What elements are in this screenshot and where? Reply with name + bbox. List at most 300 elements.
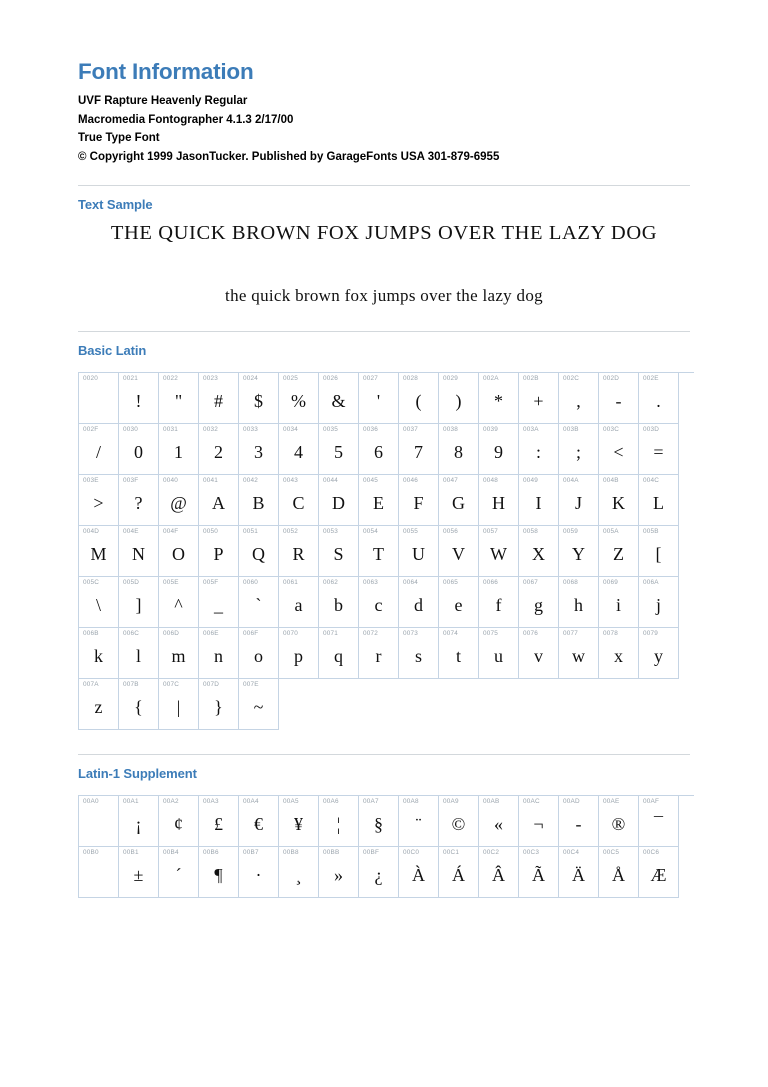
glyph-cell [159, 373, 199, 424]
glyph-preview: " [174, 390, 183, 411]
glyph-code-label: 005C [83, 578, 100, 586]
glyph-code-label: 00A4 [243, 797, 259, 805]
glyph-preview: w [572, 645, 585, 666]
glyph-code-label: 0055 [403, 527, 419, 535]
glyph-preview: ¥ [294, 813, 303, 834]
glyph-cell [119, 424, 159, 475]
glyph-preview: p [294, 645, 303, 666]
glyph-code-label: 0042 [243, 476, 259, 484]
glyph-preview: E [373, 492, 384, 513]
glyph-cell [199, 526, 239, 577]
glyph-cell [559, 475, 599, 526]
glyph-code-label: 006F [243, 629, 259, 637]
glyph-cell [79, 847, 119, 898]
glyph-cell [399, 796, 439, 847]
glyph-code-label: 00B4 [163, 848, 179, 856]
glyph-preview: 0 [134, 441, 143, 462]
glyph-preview: @ [170, 492, 187, 513]
glyph-code-label: 0028 [403, 374, 419, 382]
glyph-preview [79, 390, 118, 412]
glyph-preview: T [373, 543, 384, 564]
glyph-preview: ^ [174, 594, 183, 615]
spacer-before-text-sample [78, 166, 690, 185]
glyph-cell [239, 424, 279, 475]
glyph-cell [519, 628, 559, 679]
glyph-code-label: 0045 [363, 476, 379, 484]
glyph-preview: R [292, 543, 305, 564]
glyph-code-label: 004A [563, 476, 579, 484]
glyph-cell [159, 679, 199, 730]
glyph-code-label: 00A8 [403, 797, 419, 805]
glyph-preview: € [254, 813, 263, 834]
glyph-cell [279, 847, 319, 898]
glyph-cell [319, 373, 359, 424]
glyph-code-label: 0031 [163, 425, 179, 433]
spacer-after-rule-3 [78, 755, 690, 766]
glyph-cell [519, 796, 559, 847]
glyph-preview: 7 [414, 441, 423, 462]
glyph-code-label: 0026 [323, 374, 339, 382]
glyph-cell [279, 373, 319, 424]
glyph-preview: « [494, 813, 503, 834]
glyph-cell [239, 373, 279, 424]
metadata-generator: Macromedia Fontographer 4.1.3 2/17/00 [78, 113, 294, 126]
glyph-code-label: 0035 [323, 425, 339, 433]
glyph-preview: ¡ [135, 813, 142, 834]
glyph-cell [79, 526, 119, 577]
glyph-preview: ¦ [336, 813, 341, 834]
glyph-cell [359, 424, 399, 475]
glyph-preview: z [94, 696, 103, 717]
glyph-code-label: 0034 [283, 425, 299, 433]
glyph-cell [639, 796, 679, 847]
glyph-code-label: 0029 [443, 374, 459, 382]
glyph-code-label: 005F [203, 578, 219, 586]
glyph-preview: > [93, 492, 104, 513]
glyph-cell [159, 628, 199, 679]
glyph-preview: = [653, 441, 664, 462]
glyph-cell [559, 424, 599, 475]
glyph-preview: . [656, 390, 661, 411]
glyph-code-label: 0030 [123, 425, 139, 433]
glyph-code-label: 0052 [283, 527, 299, 535]
glyph-code-label: 0022 [163, 374, 179, 382]
glyph-code-label: 00A2 [163, 797, 179, 805]
glyph-cell [199, 847, 239, 898]
glyph-code-label: 0027 [363, 374, 379, 382]
glyph-preview: | [176, 696, 181, 717]
glyph-code-label: 002F [83, 425, 99, 433]
glyph-cell [159, 796, 199, 847]
glyph-preview: t [455, 645, 461, 666]
glyph-preview: G [452, 492, 465, 513]
glyph-code-label: 0070 [283, 629, 299, 637]
glyph-cell [119, 475, 159, 526]
glyph-preview: D [332, 492, 345, 513]
glyph-cell [199, 628, 239, 679]
glyph-preview: J [574, 492, 582, 513]
glyph-code-label: 0051 [243, 527, 259, 535]
glyph-cell [79, 475, 119, 526]
glyph-cell [439, 628, 479, 679]
glyph-preview: ´ [175, 864, 182, 885]
glyph-code-label: 0021 [123, 374, 139, 382]
glyph-preview: n [214, 645, 223, 666]
glyph-cell [119, 847, 159, 898]
glyph-preview: H [492, 492, 505, 513]
glyph-preview: } [214, 696, 223, 717]
glyph-preview: { [134, 696, 143, 717]
glyph-preview: 6 [374, 441, 383, 462]
glyph-code-label: 00B8 [283, 848, 299, 856]
glyph-preview: ® [611, 813, 626, 834]
glyph-code-label: 0038 [443, 425, 459, 433]
glyph-cell [439, 475, 479, 526]
glyph-preview: 4 [294, 441, 303, 462]
glyph-cell [479, 628, 519, 679]
glyph-code-label: 00A1 [123, 797, 139, 805]
glyph-cell [119, 679, 159, 730]
glyph-code-label: 00C1 [443, 848, 460, 856]
glyph-code-label: 00AB [483, 797, 500, 805]
glyph-cell [79, 796, 119, 847]
glyph-cell [479, 475, 519, 526]
glyph-cell [319, 577, 359, 628]
glyph-cell [239, 577, 279, 628]
glyph-cell [399, 577, 439, 628]
glyph-preview: ¿ [374, 864, 383, 885]
glyph-preview: [ [655, 543, 662, 564]
glyph-preview: 2 [214, 441, 223, 462]
glyph-code-label: 0056 [443, 527, 459, 535]
glyph-preview: C [292, 492, 305, 513]
glyph-cell [239, 796, 279, 847]
glyph-preview: i [615, 594, 621, 615]
glyph-cell [279, 475, 319, 526]
glyph-cell [519, 577, 559, 628]
glyph-preview: · [255, 864, 262, 885]
glyph-code-label: 00B7 [243, 848, 259, 856]
glyph-cell [599, 796, 639, 847]
glyph-code-label: 00A7 [363, 797, 379, 805]
glyph-cell [199, 424, 239, 475]
glyph-code-label: 00C5 [603, 848, 620, 856]
glyph-code-label: 003C [603, 425, 620, 433]
glyph-preview: U [412, 543, 425, 564]
glyph-cell [359, 373, 399, 424]
glyph-preview: a [294, 594, 303, 615]
glyph-code-label: 002B [523, 374, 539, 382]
glyph-preview: ! [135, 390, 142, 411]
glyph-code-label: 0036 [363, 425, 379, 433]
glyph-cell [119, 373, 159, 424]
glyph-cell [279, 628, 319, 679]
glyph-cell [279, 577, 319, 628]
glyph-cell [479, 577, 519, 628]
glyph-code-label: 00B1 [123, 848, 139, 856]
glyph-preview: À [412, 864, 425, 885]
glyph-cell [399, 424, 439, 475]
glyph-code-label: 0024 [243, 374, 259, 382]
glyph-code-label: 00AD [563, 797, 580, 805]
glyph-preview: ¶ [214, 864, 223, 885]
glyph-code-label: 0060 [243, 578, 259, 586]
section-heading-text-sample: Text Sample [78, 197, 153, 213]
glyph-code-label: 0068 [563, 578, 579, 586]
glyph-preview: s [414, 645, 422, 666]
glyph-code-label: 00B6 [203, 848, 219, 856]
glyph-preview [79, 813, 118, 835]
glyph-preview: A [212, 492, 225, 513]
glyph-cell [599, 424, 639, 475]
spacer-after-rule-2 [78, 332, 690, 343]
glyph-code-label: 0062 [323, 578, 339, 586]
glyph-preview: Å [612, 864, 625, 885]
glyph-preview: ) [455, 390, 462, 411]
glyph-cell [159, 577, 199, 628]
glyph-code-label: 0071 [323, 629, 339, 637]
glyph-cell [119, 577, 159, 628]
glyph-cell [359, 475, 399, 526]
glyph-cell [479, 373, 519, 424]
glyph-cell [199, 475, 239, 526]
glyph-preview [79, 864, 118, 886]
glyph-preview: \ [95, 594, 101, 615]
glyph-preview: ] [135, 594, 142, 615]
glyph-preview: ¸ [295, 864, 302, 885]
glyph-code-label: 0041 [203, 476, 219, 484]
glyph-preview: Á [452, 864, 465, 885]
glyph-preview: P [213, 543, 224, 564]
glyph-preview: # [214, 390, 223, 411]
glyph-code-label: 0076 [523, 629, 539, 637]
glyph-code-label: 0058 [523, 527, 539, 535]
glyph-cell [599, 475, 639, 526]
glyph-preview: ¢ [174, 813, 183, 834]
glyph-code-label: 00B0 [83, 848, 99, 856]
glyph-cell [599, 847, 639, 898]
glyph-cell [399, 526, 439, 577]
glyph-preview: j [655, 594, 661, 615]
glyph-code-label: 0053 [323, 527, 339, 535]
glyph-code-label: 00A6 [323, 797, 339, 805]
glyph-code-label: 0064 [403, 578, 419, 586]
glyph-preview: g [534, 594, 543, 615]
glyph-code-label: 0050 [203, 527, 219, 535]
glyph-code-label: 005D [123, 578, 140, 586]
glyph-code-label: 0069 [603, 578, 619, 586]
glyph-preview: % [291, 390, 306, 411]
glyph-preview: Z [613, 543, 624, 564]
glyph-preview: ¨ [415, 813, 422, 834]
glyph-code-label: 006D [163, 629, 180, 637]
glyph-preview: ; [575, 441, 581, 462]
glyph-cell [399, 373, 439, 424]
glyph-preview: u [494, 645, 503, 666]
spacer-before-latin1 [78, 730, 690, 754]
glyph-cell [559, 526, 599, 577]
glyph-code-label: 003A [523, 425, 539, 433]
glyph-preview: © [451, 813, 466, 834]
glyph-cell [119, 796, 159, 847]
glyph-preview: ' [376, 390, 381, 411]
glyph-preview: h [574, 594, 583, 615]
glyph-preview: / [95, 441, 101, 462]
glyph-code-label: 0077 [563, 629, 579, 637]
glyph-code-label: 004E [123, 527, 139, 535]
glyph-preview: V [452, 543, 465, 564]
glyph-preview: S [333, 543, 344, 564]
spacer-between-samples [78, 244, 690, 287]
glyph-code-label: 004D [83, 527, 100, 535]
glyph-preview: f [495, 594, 502, 615]
glyph-cell [399, 847, 439, 898]
glyph-cell [599, 577, 639, 628]
glyph-preview: £ [214, 813, 223, 834]
glyph-code-label: 0046 [403, 476, 419, 484]
glyph-cell [519, 526, 559, 577]
glyph-cell [199, 679, 239, 730]
glyph-preview: M [90, 543, 107, 564]
glyph-cell [439, 424, 479, 475]
glyph-preview: , [576, 390, 581, 411]
glyph-preview: $ [254, 390, 263, 411]
glyph-cell [319, 847, 359, 898]
glyph-cell [439, 796, 479, 847]
glyph-preview: - [575, 813, 582, 834]
glyph-code-label: 0039 [483, 425, 499, 433]
glyph-cell [519, 424, 559, 475]
glyph-code-label: 007C [163, 680, 180, 688]
spacer-after-rule-1 [78, 186, 690, 197]
glyph-preview: ? [134, 492, 143, 513]
glyph-cell [479, 847, 519, 898]
glyph-code-label: 003D [643, 425, 660, 433]
glyph-code-label: 0063 [363, 578, 379, 586]
glyph-code-label: 00BF [363, 848, 380, 856]
glyph-preview: Y [572, 543, 585, 564]
glyph-preview: k [94, 645, 103, 666]
glyph-code-label: 0079 [643, 629, 659, 637]
glyph-cell [559, 577, 599, 628]
glyph-cell [279, 526, 319, 577]
glyph-cell [519, 847, 559, 898]
glyph-preview: e [454, 594, 463, 615]
glyph-cell [599, 628, 639, 679]
glyph-preview: : [535, 441, 541, 462]
glyph-cell [319, 424, 359, 475]
glyph-cell [319, 628, 359, 679]
glyph-code-label: 00C6 [643, 848, 660, 856]
glyph-cell [359, 526, 399, 577]
glyph-code-label: 002C [563, 374, 580, 382]
glyph-preview: o [254, 645, 263, 666]
glyph-code-label: 006C [123, 629, 140, 637]
glyph-preview: d [414, 594, 423, 615]
glyph-preview: b [334, 594, 343, 615]
glyph-preview: 3 [254, 441, 263, 462]
glyph-preview: v [534, 645, 543, 666]
glyph-code-label: 004F [163, 527, 179, 535]
glyph-preview: N [132, 543, 145, 564]
glyph-cell [639, 628, 679, 679]
glyph-code-label: 00C0 [403, 848, 420, 856]
glyph-code-label: 0044 [323, 476, 339, 484]
glyph-preview: L [653, 492, 664, 513]
glyph-code-label: 002E [643, 374, 659, 382]
glyph-preview: c [374, 594, 383, 615]
glyph-preview: » [334, 864, 343, 885]
glyph-cell [479, 424, 519, 475]
glyph-code-label: 00C2 [483, 848, 500, 856]
glyph-code-label: 004B [603, 476, 619, 484]
page-title: Font Information [78, 59, 254, 84]
section-heading-latin-1-supplement: Latin-1 Supplement [78, 765, 197, 781]
glyph-cell [639, 475, 679, 526]
glyph-code-label: 0037 [403, 425, 419, 433]
glyph-code-label: 007E [243, 680, 259, 688]
glyph-preview: - [615, 390, 622, 411]
glyph-cell [79, 373, 119, 424]
glyph-code-label: 0043 [283, 476, 299, 484]
glyph-cell [159, 526, 199, 577]
glyph-cell [439, 526, 479, 577]
glyph-preview: q [334, 645, 343, 666]
glyph-preview: Ä [572, 864, 585, 885]
glyph-cell [119, 628, 159, 679]
glyph-cell [479, 796, 519, 847]
glyph-cell [359, 796, 399, 847]
glyph-code-label: 0061 [283, 578, 299, 586]
glyph-preview: + [533, 390, 544, 411]
glyph-code-label: 0023 [203, 374, 219, 382]
glyph-code-label: 0078 [603, 629, 619, 637]
glyph-code-label: 00A5 [283, 797, 299, 805]
glyph-code-label: 0020 [83, 374, 99, 382]
glyph-cell [479, 526, 519, 577]
glyph-cell [79, 628, 119, 679]
glyph-cell [439, 847, 479, 898]
glyph-code-label: 006A [643, 578, 659, 586]
glyph-cell [239, 628, 279, 679]
glyph-code-label: 00AF [643, 797, 660, 805]
spacer-before-grid-1 [78, 358, 690, 372]
glyph-preview: F [413, 492, 424, 513]
glyph-cell [159, 847, 199, 898]
glyph-preview: K [612, 492, 625, 513]
text-sample-uppercase: THE QUICK BROWN FOX JUMPS OVER THE LAZY DOG [110, 222, 658, 245]
glyph-cell [239, 679, 279, 730]
glyph-code-label: 0074 [443, 629, 459, 637]
font-metadata-list [78, 86, 690, 166]
glyph-cell [599, 526, 639, 577]
glyph-preview: O [172, 543, 185, 564]
glyph-code-label: 00A9 [443, 797, 459, 805]
glyph-cell [439, 577, 479, 628]
metadata-font-format: True Type Font [78, 132, 160, 145]
glyph-code-label: 0057 [483, 527, 499, 535]
glyph-code-label: 002A [483, 374, 499, 382]
glyph-cell [239, 526, 279, 577]
glyph-cell [199, 373, 239, 424]
glyph-preview: ¬ [533, 813, 544, 834]
glyph-code-label: 0032 [203, 425, 219, 433]
glyph-cell [159, 424, 199, 475]
glyph-cell [439, 373, 479, 424]
glyph-preview: ~ [253, 696, 264, 717]
glyph-code-label: 0040 [163, 476, 179, 484]
glyph-cell [159, 475, 199, 526]
